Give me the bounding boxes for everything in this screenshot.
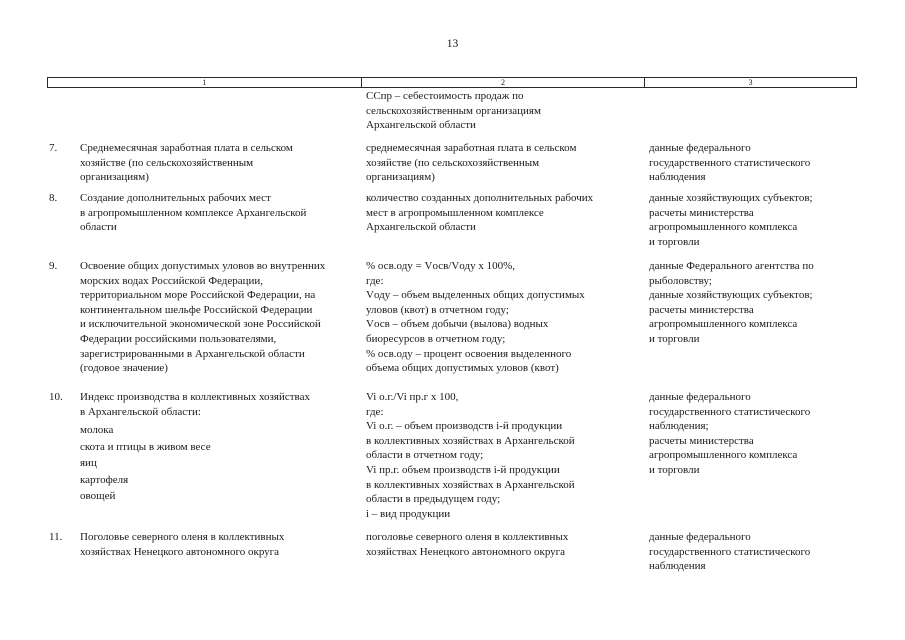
method-text: % осв.оду = Vосв/Vоду x 100%, где: Vоду – объем выделенных общих допустимых уловов (квот) в отчетном году; Vосв – объем добычи (вылова) водных биоресурсов в отчетном году; % осв.оду – процент освоения выделенного объема общих допустимых уловов (квот) <box>366 260 585 375</box>
page-number: 13 <box>446 38 459 50</box>
row-number: 10. <box>49 391 63 403</box>
method-text: Vi о.г./Vi пр.г x 100, где: Vi о.г. – объем производств i-й продукции в коллективных хозяйствах в Архангельской области в отчетном году; Vi пр.г. объем производств i-й продукции в коллективных хозяйствах в Архангельской области в предыдущем году; i – вид продукции <box>366 391 575 520</box>
column-header-1: 1 <box>48 78 362 87</box>
source-text: данные Федерального агентства по рыболовству; данные хозяйствующих субъектов; расчеты министерства агропромышленного комплекса и торговли <box>649 260 814 345</box>
row-number: 8. <box>49 192 58 204</box>
source-text: данные федерального государственного статистического наблюдения; расчеты министерства агропромышленного комплекса и торговли <box>649 391 811 476</box>
list-item: овощей <box>80 490 116 503</box>
source-text: данные федерального государственного статистического наблюдения <box>649 531 811 573</box>
column-header-3: 3 <box>748 78 753 87</box>
list-item: скота и птицы в живом весе <box>80 440 211 453</box>
indicator-text: Индекс производства в коллективных хозяйствах в Архангельской области: <box>80 391 310 418</box>
method-text: количество созданных дополнительных рабочих мест в агропромышленном комплексе Архангельской области <box>366 192 594 234</box>
method-text: поголовье северного оленя в коллективных хозяйствах Ненецкого автономного округа <box>366 531 569 558</box>
product-list <box>80 422 211 505</box>
source-text: данные хозяйствующих субъектов; расчеты министерства агропромышленного комплекса и торговли <box>649 192 813 248</box>
indicator-text: Поголовье северного оленя в коллективных хозяйствах Ненецкого автономного округа <box>80 531 285 558</box>
row-number: 9. <box>49 260 58 272</box>
indicator-text: Создание дополнительных рабочих мест в агропромышленном комплексе Архангельской области <box>80 192 307 234</box>
list-item: яиц <box>80 457 97 470</box>
continuation-method-text: ССпр – себестоимость продаж по сельскохозяйственным организациям Архангельской области <box>366 90 541 132</box>
list-item: молока <box>80 424 114 436</box>
row-number: 7. <box>49 142 58 154</box>
column-header-2: 2 <box>362 78 645 87</box>
list-item: картофеля <box>80 473 129 486</box>
indicator-text: Освоение общих допустимых уловов во внутренних морских водах Российской Федерации, территориальном море Российской Федерации, на континентальном шельфе Российской Федерации и исключительной экономической зоне Российской Федерации российскими пользователями, зарегистрированными в Архангельской области (годовое значение) <box>80 260 326 375</box>
indicator-text: Среднемесячная заработная плата в сельском хозяйстве (по сельскохозяйственным организациям) <box>80 142 293 184</box>
row-number: 11. <box>49 531 63 543</box>
method-text: среднемесячная заработная плата в сельском хозяйстве (по сельскохозяйственным организациям) <box>366 142 577 184</box>
source-text: данные федерального государственного статистического наблюдения <box>649 142 811 184</box>
table-header-row <box>47 77 857 88</box>
